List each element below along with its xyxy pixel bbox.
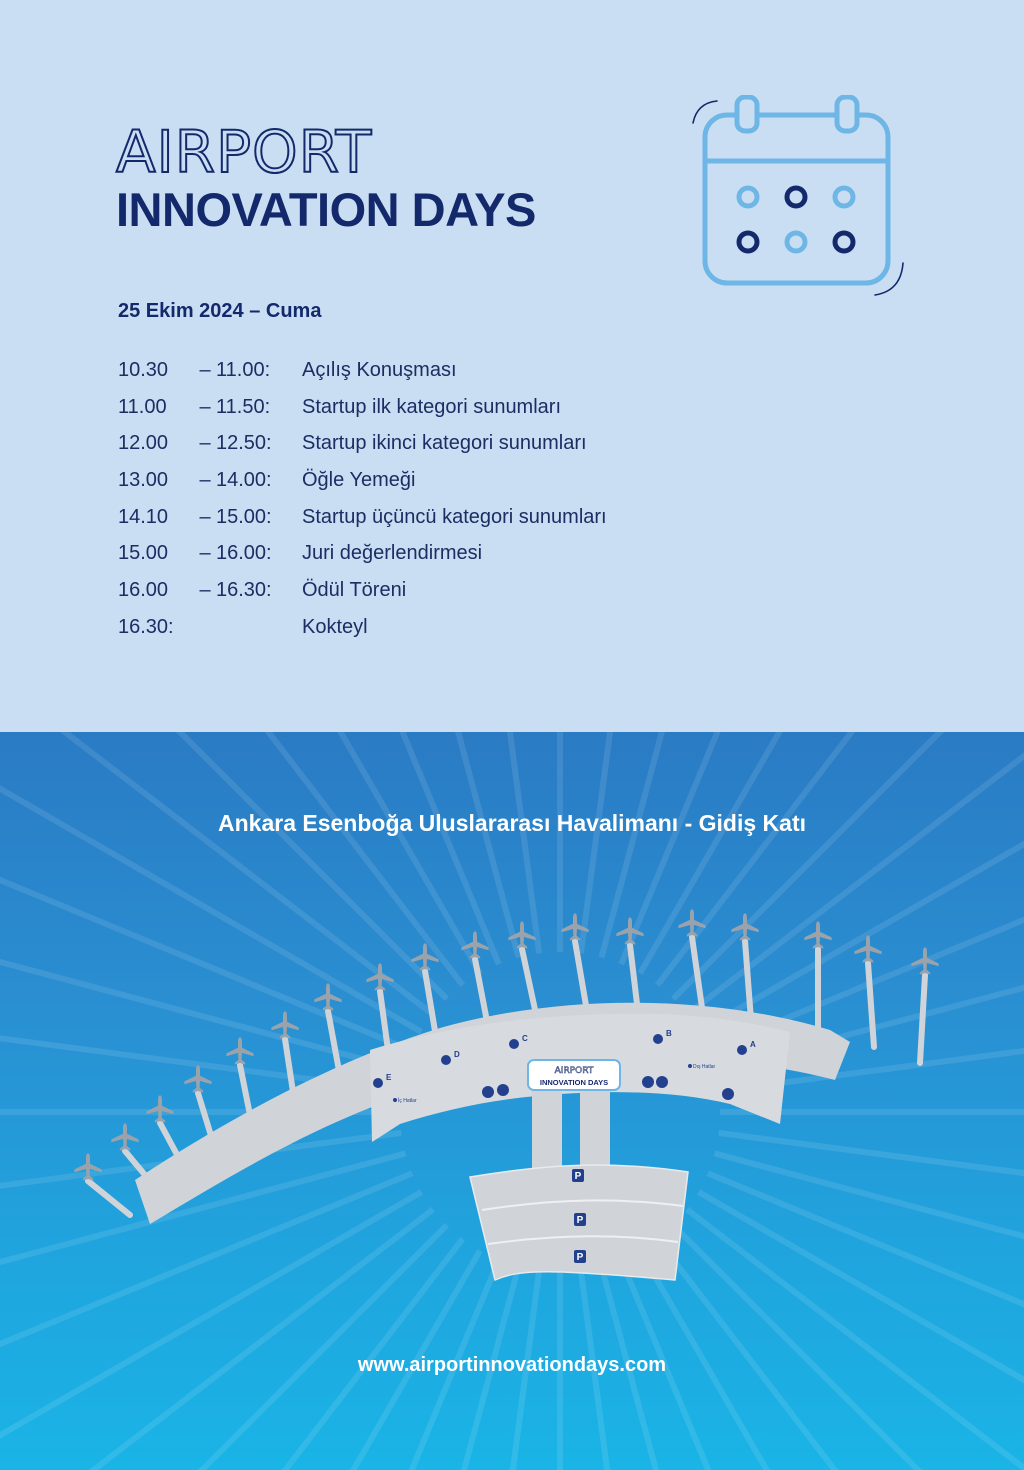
- session-label: Açılış Konuşması: [302, 359, 457, 381]
- title-airport: AIRPORT: [116, 118, 373, 186]
- website-link[interactable]: www.airportinnovationdays.com: [357, 1354, 667, 1376]
- plane-icon: [854, 935, 881, 962]
- plane-icon: [508, 921, 535, 948]
- jetway: [868, 963, 874, 1047]
- time-end: 16.30:: [216, 579, 272, 602]
- time-end: 14.00:: [216, 469, 272, 492]
- plane-icon: [271, 1011, 298, 1038]
- session-label: Startup üçüncü kategori sunumları: [302, 505, 607, 528]
- plane-icon: [804, 921, 831, 948]
- time-end: 12.50:: [216, 432, 272, 455]
- time-start: 16.00: [118, 579, 169, 602]
- time-separator: –: [199, 579, 211, 602]
- time-start: 16.30:: [118, 615, 174, 638]
- plane-icon: [461, 931, 488, 958]
- svg-text:AIRPORT: AIRPORT: [554, 1066, 594, 1076]
- parking-icon: [572, 1169, 584, 1182]
- title-innovation-days: INNOVATION DAYS: [116, 183, 536, 236]
- time-start: 15.00: [118, 542, 169, 565]
- plane-icon: [226, 1037, 253, 1064]
- plane-icon: [616, 917, 643, 944]
- session-label: Kokteyl: [302, 615, 368, 638]
- plane-icon: [911, 947, 938, 974]
- plane-icon: [731, 913, 758, 940]
- time-start: 13.00: [118, 469, 169, 492]
- session-label: Öğle Yemeği: [302, 469, 416, 492]
- time-end: 15.00:: [216, 505, 272, 528]
- svg-text:C: C: [522, 1034, 528, 1043]
- svg-text:INNOVATION DAYS: INNOVATION DAYS: [539, 1078, 609, 1087]
- time-separator: –: [199, 542, 211, 565]
- time-start: 14.10: [118, 505, 169, 528]
- svg-text:P: P: [576, 1252, 584, 1263]
- time-end: 11.50:: [216, 395, 271, 418]
- map-section: [0, 732, 1024, 1470]
- map-title: Ankara Esenboğa Uluslararası Havalimanı - Gidiş Katı: [218, 810, 806, 836]
- plane-icon: [111, 1123, 138, 1150]
- plane-icon: [146, 1095, 173, 1122]
- plane-icon: [314, 983, 341, 1010]
- session-label: Startup ikinci kategori sunumları: [302, 432, 587, 455]
- session-label: Startup ilk kategori sunumları: [302, 395, 562, 418]
- domestic-label: İç Hatlar: [398, 1098, 417, 1104]
- plane-icon: [74, 1153, 101, 1180]
- time-start: 11.00: [118, 395, 167, 418]
- jetway: [920, 975, 925, 1063]
- time-start: 10.30: [118, 359, 169, 381]
- venue-badge: [528, 1060, 620, 1090]
- plane-icon: [366, 963, 393, 990]
- time-separator: –: [199, 432, 211, 455]
- plane-icon: [678, 909, 705, 936]
- parking-icon: [574, 1213, 586, 1226]
- session-label: Juri değerlendirmesi: [302, 542, 483, 565]
- plane-icon: [411, 943, 438, 970]
- plane-icon: [561, 913, 588, 940]
- time-separator: –: [199, 359, 211, 381]
- svg-text:P: P: [576, 1215, 584, 1226]
- international-label: Dış Hatlar: [693, 1064, 716, 1070]
- svg-text:B: B: [666, 1029, 672, 1038]
- walkway-left: [532, 1082, 562, 1178]
- calendar-icon: [685, 95, 910, 305]
- event-date: 25 Ekim 2024 – Cuma: [118, 300, 322, 322]
- session-label: Ödül Töreni: [302, 579, 407, 602]
- time-separator: –: [199, 395, 211, 418]
- time-separator: –: [199, 505, 211, 528]
- time-start: 12.00: [118, 432, 169, 455]
- svg-text:D: D: [454, 1050, 460, 1059]
- time-separator: –: [199, 469, 211, 492]
- plane-icon: [184, 1065, 211, 1092]
- jetway: [88, 1181, 130, 1215]
- svg-text:E: E: [386, 1073, 392, 1082]
- svg-text:P: P: [574, 1171, 582, 1182]
- svg-text:A: A: [750, 1040, 756, 1049]
- time-end: 16.00:: [216, 542, 272, 565]
- parking-icon: [574, 1250, 586, 1263]
- schedule-section: [0, 0, 1024, 732]
- time-end: 11.00:: [216, 359, 271, 381]
- walkway-right: [580, 1082, 610, 1178]
